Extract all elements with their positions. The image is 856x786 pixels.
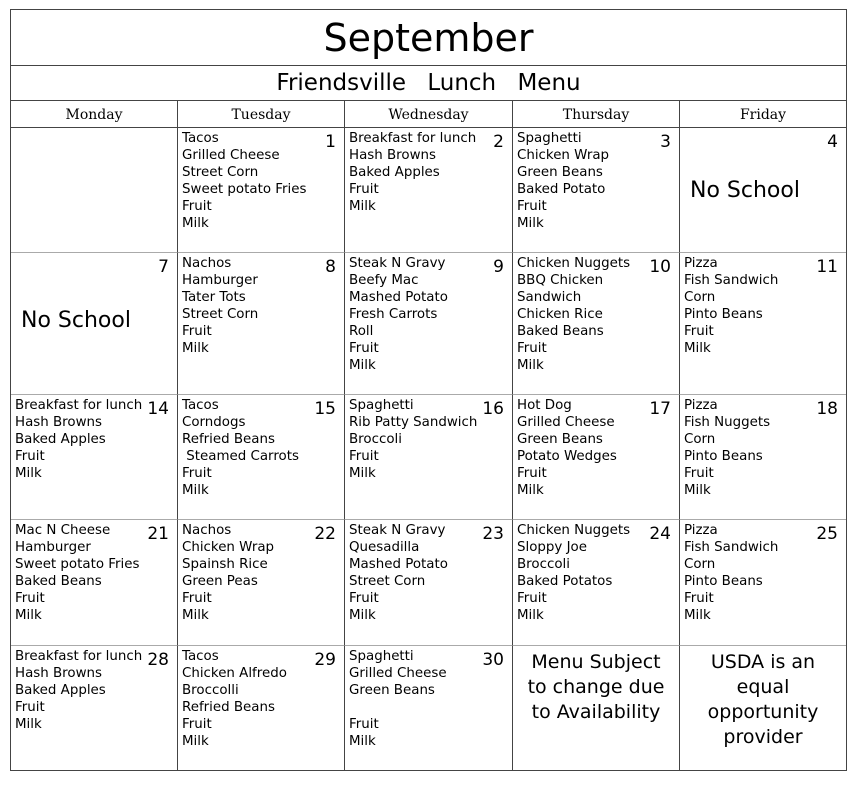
menu-item: Fish Sandwich (684, 273, 779, 288)
menu-item: Street Corn (182, 165, 259, 180)
day-number: 10 (649, 257, 671, 277)
menu-item: Breakfast for lunch (349, 131, 477, 146)
day-number: 29 (314, 650, 336, 670)
menu-item: Fruit (182, 717, 212, 732)
menu-item: Tacos (182, 131, 219, 146)
day-cell (680, 395, 846, 520)
menu-item: Baked Potatos (517, 574, 613, 589)
menu-item: Breakfast for lunch (15, 398, 143, 413)
menu-item: Street Corn (182, 307, 259, 322)
day-number: 23 (482, 524, 504, 544)
day-number: 28 (147, 650, 169, 670)
menu-item: Refried Beans (182, 700, 275, 715)
menu-item: Sloppy Joe (517, 540, 587, 555)
menu-item: Fruit (15, 591, 45, 606)
menu-item: Fruit (15, 449, 45, 464)
day-cell (345, 646, 513, 771)
menu-item: Chicken Nuggets (517, 523, 631, 538)
menu-item: Milk (517, 608, 544, 623)
menu-item-list (517, 130, 609, 232)
day-cell (513, 646, 680, 771)
day-number: 14 (147, 399, 169, 419)
menu-item: Pinto Beans (684, 449, 763, 464)
menu-item: Hot Dog (517, 398, 572, 413)
menu-item: Nachos (182, 256, 232, 271)
day-number: 4 (827, 132, 838, 152)
menu-item: Fruit (517, 591, 547, 606)
menu-item: Milk (182, 341, 209, 356)
day-number: 18 (816, 399, 838, 419)
menu-item: Milk (182, 483, 209, 498)
menu-item: Fruit (349, 182, 379, 197)
day-cell (178, 646, 345, 771)
menu-item-list (684, 522, 778, 624)
menu-item: Green Peas (182, 574, 258, 589)
day-number: 30 (482, 650, 504, 670)
menu-item: Potato Wedges (517, 449, 617, 464)
menu-item: Spaghetti (517, 131, 582, 146)
menu-item: Pizza (684, 398, 718, 413)
menu-item: Milk (15, 717, 42, 732)
menu-item: Sweet potato Fries (182, 182, 307, 197)
day-cell (680, 253, 846, 395)
weekday-header-wednesday: Wednesday (345, 101, 513, 128)
menu-item: Tater Tots (182, 290, 246, 305)
menu-item-list (517, 397, 617, 499)
menu-item: Fruit (349, 449, 379, 464)
menu-item: Pizza (684, 523, 718, 538)
menu-item: Corn (684, 432, 716, 447)
menu-item-list (684, 255, 778, 357)
day-cell (513, 253, 680, 395)
menu-item: Corn (684, 290, 716, 305)
menu-item: Baked Beans (517, 324, 604, 339)
lunch-menu-calendar (10, 9, 847, 771)
menu-item: Fruit (182, 324, 212, 339)
menu-item: Pizza (684, 256, 718, 271)
day-number: 25 (816, 524, 838, 544)
weekday-header-friday: Friday (680, 101, 846, 128)
weekday-header-tuesday: Tuesday (178, 101, 345, 128)
day-number: 16 (482, 399, 504, 419)
menu-item: Chicken Rice (517, 307, 603, 322)
menu-item: Hash Browns (15, 666, 102, 681)
menu-item: Tacos (182, 398, 219, 413)
day-cell (178, 520, 345, 646)
menu-item: Mashed Potato (349, 557, 448, 572)
day-cell (345, 128, 513, 253)
menu-item: Steak N Gravy (349, 256, 446, 271)
menu-item: Spainsh Rice (182, 557, 268, 572)
menu-item: Beefy Mac (349, 273, 419, 288)
menu-item: Baked Apples (349, 165, 440, 180)
menu-item: Baked Apples (15, 683, 106, 698)
day-cell (513, 520, 680, 646)
weekday-header-monday: Monday (11, 101, 178, 128)
menu-item-list (349, 255, 448, 374)
day-number: 7 (158, 257, 169, 277)
menu-item: Fruit (182, 199, 212, 214)
day-number: 8 (325, 257, 336, 277)
menu-item: Fruit (349, 717, 379, 732)
no-school-label: No School (21, 308, 131, 333)
menu-item: Mac N Cheese (15, 523, 111, 538)
menu-item: Hash Browns (15, 415, 102, 430)
day-cell (11, 395, 178, 520)
menu-item-list (15, 522, 139, 624)
menu-item-list (15, 397, 142, 482)
day-cell (513, 395, 680, 520)
menu-item-list (182, 522, 274, 624)
menu-item: Street Corn (349, 574, 426, 589)
menu-item: Fruit (517, 466, 547, 481)
day-cell (178, 395, 345, 520)
menu-item-list (182, 397, 299, 499)
day-cell (680, 520, 846, 646)
menu-item-list (349, 648, 447, 750)
menu-item: Refried Beans (182, 432, 275, 447)
menu-item: Corn (684, 557, 716, 572)
menu-item: Sandwich (517, 290, 582, 305)
page-subtitle: Friendsville Lunch Menu (11, 65, 846, 101)
menu-item: Milk (349, 734, 376, 749)
day-number: 2 (493, 132, 504, 152)
menu-item: Baked Apples (15, 432, 106, 447)
menu-item: Pinto Beans (684, 574, 763, 589)
menu-item: Fruit (15, 700, 45, 715)
menu-item: Corndogs (182, 415, 246, 430)
menu-item: Sweet potato Fries (15, 557, 140, 572)
menu-item-list (15, 648, 142, 733)
menu-item: Fruit (517, 199, 547, 214)
menu-item: Broccoli (349, 432, 402, 447)
menu-item: Steamed Carrots (182, 449, 299, 464)
menu-item-list (182, 130, 306, 232)
day-cell (345, 253, 513, 395)
menu-item-list (684, 397, 770, 499)
menu-item: Broccoli (517, 557, 570, 572)
menu-item: Quesadilla (349, 540, 420, 555)
menu-item: Green Beans (517, 432, 603, 447)
menu-item: Milk (517, 483, 544, 498)
menu-item: Spaghetti (349, 649, 414, 664)
day-cell (178, 253, 345, 395)
menu-item: Fish Nuggets (684, 415, 771, 430)
menu-item: Milk (684, 608, 711, 623)
menu-item: Milk (684, 483, 711, 498)
menu-item: Spaghetti (349, 398, 414, 413)
menu-item: Fruit (349, 591, 379, 606)
day-number: 21 (147, 524, 169, 544)
menu-item: Fruit (182, 466, 212, 481)
menu-item: Steak N Gravy (349, 523, 446, 538)
day-cell (680, 128, 846, 253)
menu-item: Green Beans (349, 683, 435, 698)
no-school-label: No School (690, 178, 800, 203)
menu-item-list (517, 255, 630, 374)
menu-item (349, 699, 447, 716)
menu-item: Fruit (349, 341, 379, 356)
day-number: 9 (493, 257, 504, 277)
menu-item: Tacos (182, 649, 219, 664)
day-number: 15 (314, 399, 336, 419)
day-number: 17 (649, 399, 671, 419)
menu-note: Menu Subject to change due to Availability (527, 651, 665, 723)
day-cell (11, 253, 178, 395)
menu-item: Hamburger (182, 273, 258, 288)
menu-item: Milk (517, 358, 544, 373)
menu-item-list (349, 397, 477, 482)
menu-item-list (517, 522, 630, 624)
day-cell (680, 646, 846, 771)
menu-item: Milk (15, 466, 42, 481)
menu-item: Nachos (182, 523, 232, 538)
menu-note: USDA is an equal opportunity provider (707, 651, 819, 748)
day-cell (345, 395, 513, 520)
weekday-header-thursday: Thursday (513, 101, 680, 128)
day-number: 1 (325, 132, 336, 152)
day-cell (11, 520, 178, 646)
menu-item: Green Beans (517, 165, 603, 180)
menu-item: Fish Sandwich (684, 540, 779, 555)
day-cell (11, 646, 178, 771)
menu-item: Chicken Alfredo (182, 666, 287, 681)
menu-item: Milk (15, 608, 42, 623)
menu-item: Milk (182, 216, 209, 231)
menu-item: Grilled Cheese (349, 666, 447, 681)
menu-item: Milk (349, 358, 376, 373)
menu-item: Fruit (684, 591, 714, 606)
menu-item: Fruit (684, 324, 714, 339)
day-cell (513, 128, 680, 253)
menu-item-list (349, 522, 448, 624)
menu-item: Broccolli (182, 683, 239, 698)
menu-item-list (349, 130, 476, 215)
menu-item: Rib Patty Sandwich (349, 415, 478, 430)
day-number: 22 (314, 524, 336, 544)
menu-item: Roll (349, 324, 374, 339)
menu-item: Chicken Wrap (517, 148, 610, 163)
day-cell (11, 128, 178, 253)
day-cell (178, 128, 345, 253)
menu-item: Milk (517, 216, 544, 231)
day-cell (345, 520, 513, 646)
menu-item: Fresh Carrots (349, 307, 438, 322)
menu-item: Milk (349, 608, 376, 623)
menu-item: Milk (349, 466, 376, 481)
day-number: 24 (649, 524, 671, 544)
menu-item: Milk (349, 199, 376, 214)
menu-item: Fruit (684, 466, 714, 481)
menu-item: Milk (182, 608, 209, 623)
menu-item: Milk (684, 341, 711, 356)
menu-item: Hash Browns (349, 148, 436, 163)
menu-item: BBQ Chicken (517, 273, 604, 288)
page-title: September (11, 10, 846, 66)
menu-item: Grilled Cheese (517, 415, 615, 430)
menu-item: Milk (182, 734, 209, 749)
menu-item: Fruit (182, 591, 212, 606)
menu-item: Grilled Cheese (182, 148, 280, 163)
menu-item: Hamburger (15, 540, 91, 555)
menu-item: Baked Beans (15, 574, 102, 589)
day-number: 11 (816, 257, 838, 277)
menu-item: Breakfast for lunch (15, 649, 143, 664)
menu-item: Chicken Wrap (182, 540, 275, 555)
menu-item-list (182, 648, 287, 750)
menu-item: Chicken Nuggets (517, 256, 631, 271)
menu-item: Baked Potato (517, 182, 606, 197)
menu-item: Fruit (517, 341, 547, 356)
menu-item: Pinto Beans (684, 307, 763, 322)
day-number: 3 (660, 132, 671, 152)
menu-item-list (182, 255, 258, 357)
menu-item: Mashed Potato (349, 290, 448, 305)
